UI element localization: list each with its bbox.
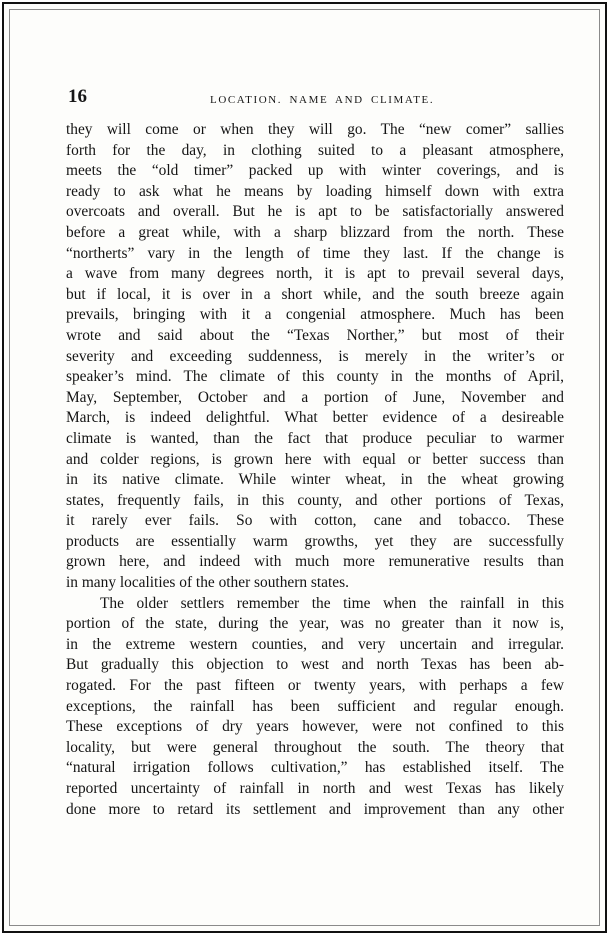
text-line: but if local, it is over in a short while, and the south breeze again <box>66 285 564 303</box>
text-line: These exceptions of dry years however, were not confined to this <box>66 718 564 736</box>
text-line: done more to retard its settlement and improvement than any other <box>66 800 564 818</box>
text-line: grown here, and indeed with much more remunerative results than <box>66 553 564 571</box>
text-line: But gradually this objection to west and north Texas has been ab- <box>66 656 564 674</box>
paragraph <box>66 120 564 594</box>
text-line: products are essentially warm growths, yet they are successfully <box>66 532 564 550</box>
text-line: they will come or when they will go. The “new comer” sallies <box>66 121 564 138</box>
text-line: ready to ask what he means by loading himself down with extra <box>66 182 564 200</box>
text-line: reported uncertainty of rainfall in north and west Texas has likely <box>66 780 564 797</box>
body-text <box>66 120 564 820</box>
text-line: states, frequently fails, in this county, and other portions of Texas, <box>66 491 564 509</box>
text-line: wrote and said about the “Texas Norther,” but most of their <box>66 326 564 344</box>
text-line: locality, but were general throughout the south. The theory that <box>66 738 564 756</box>
text-line: in its native climate. While winter wheat, in the wheat growing <box>66 471 564 489</box>
running-head: LOCATION. NAME AND CLIMATE. <box>210 94 435 106</box>
page-header <box>68 86 568 108</box>
text-line: in many localities of the other southern states. <box>66 574 349 592</box>
text-line: meets the “old timer” packed up with winter coverings, and is <box>66 162 564 180</box>
paragraph <box>66 594 564 821</box>
text-line: speaker’s mind. The climate of this county in the months of April, <box>66 368 564 386</box>
text-line: in the extreme western counties, and very uncertain and irregular. <box>66 635 564 653</box>
text-line: March, is indeed delightful. What better evidence of a desireable <box>66 409 564 427</box>
text-line: prevails, bringing with it a congenial atmosphere. Much has been <box>66 306 564 324</box>
text-line: a wave from many degrees north, it is apt to prevail several days, <box>66 265 564 283</box>
text-line: “natural irrigation follows cultivation,” has established itself. The <box>66 759 564 777</box>
text-line: exceptions, the rainfall has been sufficient and regular enough. <box>66 697 564 715</box>
text-line: “northerts” vary in the length of time they last. If the change is <box>66 244 564 262</box>
text-line: before a great while, with a sharp blizzard from the north. These <box>66 223 564 241</box>
text-line: it rarely ever fails. So with cotton, cane and tobacco. These <box>66 512 564 530</box>
text-line: and colder regions, is grown here with equal or better success than <box>66 450 564 468</box>
text-line: climate is wanted, than the fact that produce peculiar to warmer <box>66 429 564 447</box>
text-line: May, September, October and a portion of June, November and <box>66 388 564 406</box>
text-line: rogated. For the past fifteen or twenty years, with perhaps a few <box>66 677 564 695</box>
text-line: forth for the day, in clothing suited to a pleasant atmosphere, <box>66 141 564 159</box>
text-line: portion of the state, during the year, was no greater than it now is, <box>66 615 564 633</box>
page-number: 16 <box>68 86 87 107</box>
book-page <box>2 2 607 933</box>
text-line: The older settlers remember the time when the rainfall in this <box>100 594 564 612</box>
text-line: severity and exceeding suddenness, is merely in the writer’s or <box>66 347 564 365</box>
text-line: overcoats and overall. But he is apt to be satisfactorially answered <box>66 203 564 221</box>
